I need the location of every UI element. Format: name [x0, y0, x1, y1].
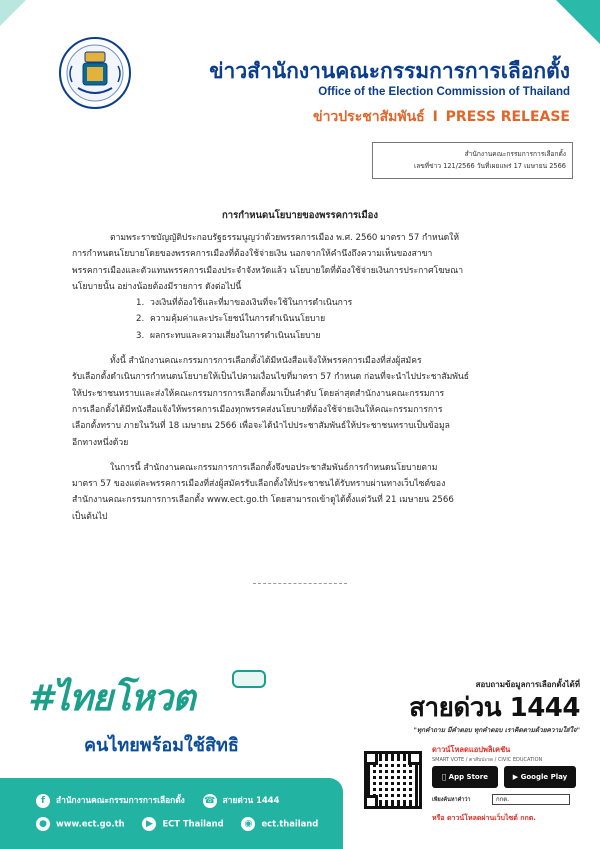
list-number: 2. — [136, 314, 145, 325]
ect-logo-emblem — [58, 36, 132, 110]
corner-decoration-left — [0, 0, 26, 26]
list-number: 1. — [136, 298, 145, 309]
footer-row-social — [36, 793, 279, 808]
list-item — [72, 295, 542, 311]
download-title: ดาวน์โหลดแอปพลิเคชัน — [432, 745, 511, 754]
paragraph-line: ทั้งนี้ สำนักงานคณะกรรมการการเลือกตั้งได้มีหนังสือแจ้งให้พรรคการเมืองที่ส่งผู้สมัคร — [110, 356, 422, 367]
org-title-thai: ข่าวสำนักงานคณะกรรมการการเลือกตั้ง — [209, 59, 570, 83]
paragraph-line: มาตรา 57 ของแต่ละพรรคการเมืองที่ส่งผู้สมัครรับเลือกตั้งให้ประชาชนได้รับทราบผ่านทางเว็บไซต์ของ — [72, 479, 446, 490]
footer-facebook-link[interactable]: สำนักงานคณะกรรมการการเลือกตั้ง — [56, 795, 185, 805]
facebook-icon: f — [36, 794, 50, 808]
paragraph-line: พรรคการเมืองและตัวแทนพรรคการเมืองประจำจังหวัดแล้ว นโยบายใดที่ต้องใช้จ่ายเงินการประกาศโฆษณา — [72, 265, 464, 276]
instagram-icon: ◉ — [241, 817, 255, 831]
google-play-label: Google Play — [520, 773, 568, 781]
press-label-thai: ข่าวประชาสัมพันธ์ — [313, 109, 425, 125]
reference-number-date: เลขที่ข่าว 121/2566 วันที่เผยแพร่ 17 เมษายน 2566 — [414, 162, 566, 170]
footer-row-links — [36, 817, 318, 831]
footer-youtube-link[interactable]: ECT Thailand — [162, 818, 224, 829]
document-title: การกำหนดนโยบายของพรรคการเมือง — [222, 210, 378, 221]
app-store-label: App Store — [445, 773, 485, 781]
campaign-banner — [28, 676, 338, 776]
play-icon: ▶ — [512, 773, 519, 781]
paragraph-line: อีกทางหนึ่งด้วย — [72, 437, 129, 448]
campaign-hashtag: #ไทยโหวต — [28, 678, 195, 719]
list-text: ผลกระทบและความเสี่ยงในการดำเนินนโยบาย — [150, 330, 321, 341]
footer-band — [0, 778, 343, 849]
apple-icon — [442, 773, 446, 781]
footer-instagram-link[interactable]: ect.thailand — [261, 818, 319, 829]
paragraph-line: รับเลือกตั้งดำเนินการกำหนดนโยบายให้เป็นไปตามเงื่อนไขที่มาตรา 57 กำหนด ก่อนที่จะนำไปประชาสัมพันธ์ — [72, 372, 470, 383]
press-label-english: PRESS RELEASE — [445, 109, 570, 125]
app-store-button[interactable] — [432, 766, 498, 788]
reference-box — [372, 142, 573, 179]
paragraph-line: สำนักงานคณะกรรมการการเลือกตั้ง www.ect.go.th โดยสามารถเข้าดูได้ตั้งแต่วันที่ 21 เมษายน 2566 — [72, 495, 454, 506]
list-item — [72, 328, 542, 344]
ballot-hand-icon — [232, 670, 266, 688]
list-text: วงเงินที่ต้องใช้และที่มาของเงินที่จะใช้ในการดำเนินการ — [150, 298, 353, 309]
google-play-button[interactable] — [504, 766, 576, 788]
hotline-slogan: "ทุกคำถาม มีคำตอบ ทุกคำตอบ เราคิดตามด้วยความใส่ใจ" — [413, 726, 580, 734]
list-text: ความคุ้มค่าและประโยชน์ในการดำเนินนโยบาย — [150, 314, 326, 325]
paragraph-line: เลือกตั้งทราบ ภายในวันที่ 18 เมษายน 2566 เพื่อจะได้นำไปประชาสัมพันธ์ให้ประชาชนทราบเป็นข้อมูล — [72, 421, 450, 432]
press-separator: I — [432, 109, 438, 125]
hotline-number: สายด่วน 1444 — [409, 693, 580, 723]
list-item — [72, 311, 542, 327]
paragraph-line: ในการนี้ สำนักงานคณะกรรมการการเลือกตั้งจึงขอประชาสัมพันธ์การกำหนดนโยบายตาม — [110, 462, 438, 473]
paragraph-line: การกำหนดนโยบายโดยของพรรคการเมืองที่ต้องใช้จ่ายเงิน นอกจากให้คำนึงถึงความเห็นของสาขา — [72, 249, 433, 260]
paragraph-line: ตามพระราชบัญญัติประกอบรัฐธรรมนูญว่าด้วยพรรคการเมือง พ.ศ. 2560 มาตรา 57 กำหนดให้ — [110, 233, 460, 243]
footer-website-link[interactable]: www.ect.go.th — [56, 818, 125, 829]
hotline-block — [360, 678, 580, 735]
search-hint-label: เพียงค้นหาคำว่า — [432, 797, 471, 803]
campaign-subtitle: คนไทยพร้อมใช้สิทธิ — [84, 735, 239, 756]
corner-decoration-right — [556, 0, 600, 44]
paragraph-line: เป็นต้นไป — [72, 511, 108, 522]
qr-code-icon[interactable] — [364, 751, 422, 809]
reference-office: สำนักงานคณะกรรมการการเลือกตั้ง — [464, 150, 566, 158]
phone-icon: ☎ — [204, 795, 216, 806]
paragraph-line: นโยบายนั้น อย่างน้อยต้องมีรายการ ดังต่อไปนี้ — [72, 281, 242, 292]
paragraph-line: การเลือกตั้งได้มีหนังสือแจ้งให้พรรคการเมืองทุกพรรคส่งนโยบายที่ต้องใช้จ่ายเงินให้คณะกรรมการการ — [72, 404, 443, 415]
globe-icon: ● — [36, 817, 50, 831]
hotline-prompt: สอบถามข้อมูลการเลือกตั้งได้ที่ — [475, 680, 580, 689]
download-subtitle: SMART VOTE / ตาสับปะรด / CIVIC EDUCATION — [432, 757, 543, 763]
youtube-icon: ▶ — [142, 817, 156, 831]
website-download-text: หรือ ดาวน์โหลดผ่านเว็บไซต์ กกต. — [432, 814, 536, 822]
end-divider — [253, 583, 347, 584]
press-release-label — [209, 106, 570, 128]
header-titles — [209, 58, 570, 128]
paragraph-line: ให้ประชาชนทราบและส่งให้คณะกรรมการการเลือกตั้งมาเป็นลำดับ โดยล่าสุดสำนักงานคณะกรรมการ — [72, 388, 445, 399]
document-body — [72, 230, 542, 525]
org-title-english: Office of the Election Commission of Thailand — [318, 86, 570, 98]
list-number: 3. — [136, 330, 145, 341]
search-term-box: กกต. — [492, 794, 570, 805]
footer-phone[interactable]: สายด่วน 1444 — [222, 795, 280, 805]
requirements-list — [72, 295, 542, 344]
app-download-area — [362, 742, 584, 828]
